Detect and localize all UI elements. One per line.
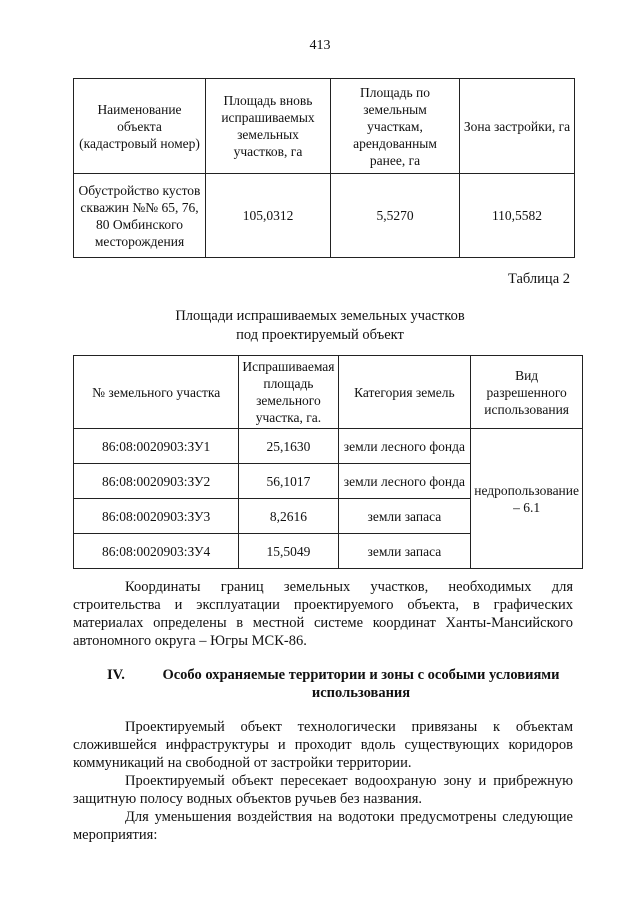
page-number: 413 [309, 38, 331, 53]
paragraph-water-zone: Проектируемый объект пересекает водоохраную зону и прибрежную защитную полосу водных объектов ручьев без названия. [73, 773, 573, 807]
table-2-title [0, 307, 640, 345]
table-2-cell-parcel: 86:08:0020903:ЗУ1 [74, 429, 239, 464]
table-2-cell-area: 8,2616 [239, 499, 338, 534]
table-1-header-leased-area: Площадь по земельным участкам, арендованным ранее, га [331, 79, 460, 174]
section-number: IV. [107, 667, 125, 683]
table-1-header-new-area: Площадь вновь испрашиваемых земельных участков, га [206, 79, 331, 174]
table-1-cell-object: Обустройство кустов скважин №№ 65, 76, 80 Омбинского месторождения [74, 174, 206, 258]
table-1-cell-new-area: 105,0312 [206, 174, 331, 258]
table-1-header-name: Наименование объекта (кадастровый номер) [74, 79, 206, 174]
table-2-header-category: Категория земель [338, 356, 471, 429]
table-2-cell-parcel: 86:08:0020903:ЗУ4 [74, 534, 239, 569]
table-1-header-row [74, 79, 575, 174]
table-2-title-line-1: Площади испрашиваемых земельных участков [175, 308, 465, 324]
paragraph-infrastructure: Проектируемый объект технологически привязаны к объектам сложившейся инфраструктуры и проходит вдоль существующих коридоров коммуникаций на свободной от застройки территории. [73, 719, 573, 771]
table-1-cell-zone: 110,5582 [460, 174, 575, 258]
table-2-cell-category: земли лесного фонда [338, 464, 471, 499]
table-2-caption: Таблица 2 [507, 271, 570, 287]
table-2-cell-area: 25,1630 [239, 429, 338, 464]
table-2-header-row [74, 356, 583, 429]
table-2-header-parcel: № земельного участка [74, 356, 239, 429]
table-2-cell-usage: недропользование – 6.1 [471, 429, 583, 569]
paragraph-coordinates: Координаты границ земельных участков, необходимых для строительства и эксплуатации проектируемого объекта, в графических материалах определены в местной системе координат Ханты-Мансийского автономного округа – Югры МСК-86. [73, 579, 573, 649]
table-1 [73, 78, 575, 258]
table-1-cell-leased-area: 5,5270 [331, 174, 460, 258]
table-2-cell-category: земли лесного фонда [338, 429, 471, 464]
table-2-header-area: Испрашиваемая площадь земельного участка, га. [239, 356, 338, 429]
table-row [74, 429, 583, 464]
table-2-cell-category: земли запаса [338, 534, 471, 569]
table-2-title-line-2: под проектируемый объект [236, 327, 404, 343]
table-2-cell-parcel: 86:08:0020903:ЗУ3 [74, 499, 239, 534]
table-2-cell-area: 15,5049 [239, 534, 338, 569]
paragraph-measures: Для уменьшения воздействия на водотоки предусмотрены следующие мероприятия: [73, 809, 573, 843]
table-row [74, 174, 575, 258]
table-2 [73, 355, 583, 569]
table-2-cell-parcel: 86:08:0020903:ЗУ2 [74, 464, 239, 499]
table-2-header-usage: Вид разрешенного использования [471, 356, 583, 429]
table-1-header-zone: Зона застройки, га [460, 79, 575, 174]
table-2-cell-area: 56,1017 [239, 464, 338, 499]
table-2-cell-category: земли запаса [338, 499, 471, 534]
section-title: Особо охраняемые территории и зоны с особыми условиями использования [162, 667, 560, 701]
section-heading [73, 666, 573, 702]
